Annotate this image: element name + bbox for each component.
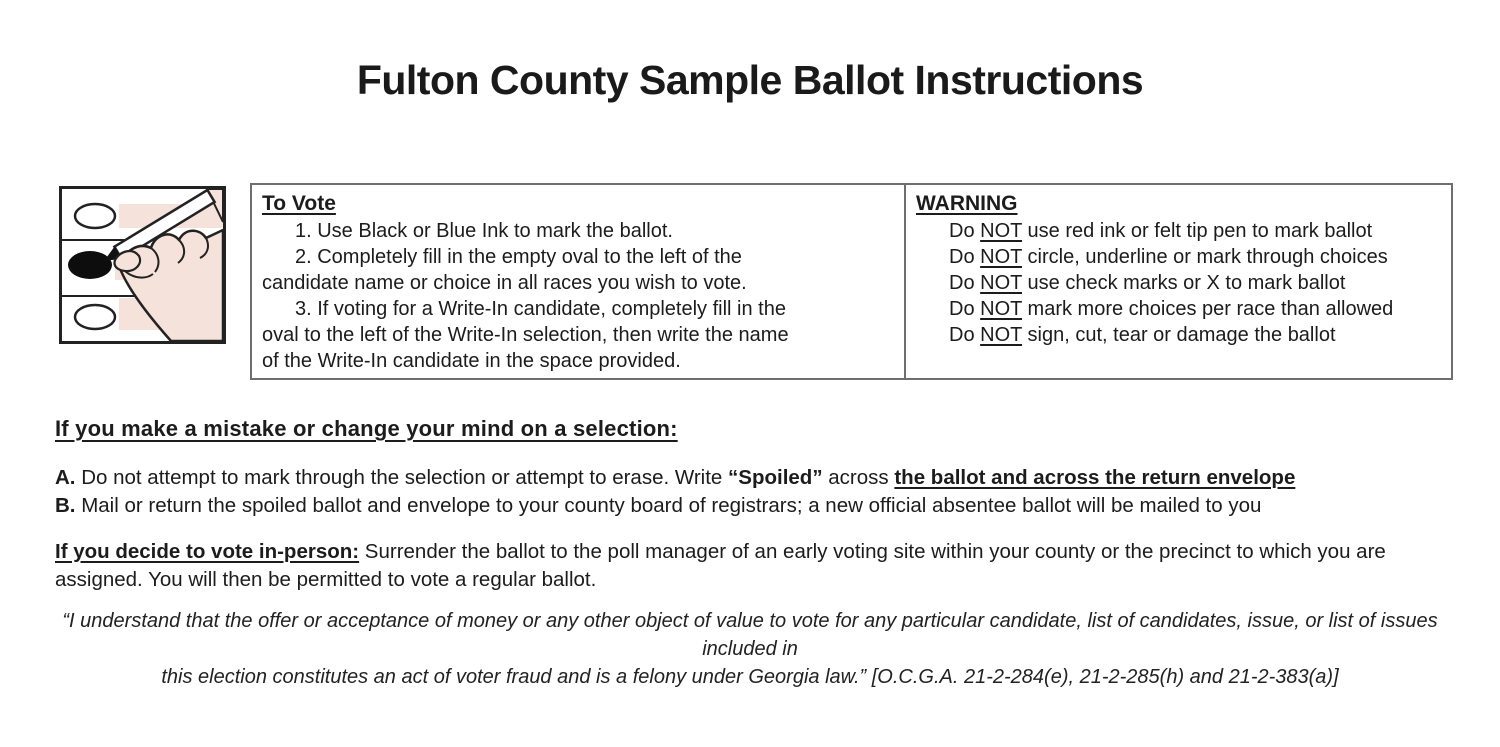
text-line: Do NOT use red ink or felt tip pen to mark ballot — [949, 220, 1373, 242]
text-line: 3. If voting for a Write-In candidate, completely fill in the — [295, 298, 786, 320]
empty-oval-bottom — [75, 305, 115, 329]
mistake-item-b: B. Mail or return the spoiled ballot and envelope to your county board of registrars; a new official absentee ballot will be mailed to you — [55, 493, 1262, 517]
filled-oval — [68, 251, 112, 279]
text-line: candidate name or choice in all races you wish to vote. — [262, 272, 747, 294]
legal-quote — [30, 607, 1470, 691]
text-line: Do NOT use check marks or X to mark ballot — [949, 272, 1346, 294]
mistake-heading: If you make a mistake or change your mind on a selection: — [55, 416, 678, 441]
warning-heading: WARNING — [916, 192, 1018, 215]
text-line: 2. Completely fill in the empty oval to the left of the — [295, 246, 742, 268]
legal-quote-line1: “I understand that the offer or acceptance of money or any other object of value to vote for any particular candidate, list of candidates, issue, or list of issues included in — [62, 610, 1438, 660]
instructions-box — [250, 183, 1453, 380]
empty-oval-top — [75, 204, 115, 228]
legal-quote-line2: this election constitutes an act of voter fraud and is a felony under Georgia law.” [O.C.G.A. 21-2-284(e), 21-2-285(h) and 21-2-383(a)] — [161, 666, 1339, 688]
text-line: of the Write-In candidate in the space provided. — [262, 350, 681, 372]
text-line: Do NOT sign, cut, tear or damage the ballot — [949, 324, 1336, 346]
text-line: oval to the left of the Write-In selection, then write the name — [262, 324, 789, 346]
ballot-marking-illustration-svg — [59, 186, 226, 344]
warning-lines — [916, 218, 1441, 348]
to-vote-lines — [262, 218, 894, 374]
to-vote-heading: To Vote — [262, 192, 336, 215]
warning-panel — [906, 185, 1451, 378]
in-person-paragraph: If you decide to vote in-person: Surrender the ballot to the poll manager of an early voting site within your county or the precinct to which you are assigned. You will then be permitted to vote a regular ballot. — [55, 540, 1386, 591]
mistake-items — [55, 464, 1295, 519]
text-line: Do NOT circle, underline or mark through choices — [949, 246, 1388, 268]
text-line: Do NOT mark more choices per race than allowed — [949, 298, 1394, 320]
text-line: 1. Use Black or Blue Ink to mark the ballot. — [295, 220, 673, 242]
page-title: Fulton County Sample Ballot Instructions — [356, 57, 1144, 103]
to-vote-panel — [252, 185, 906, 378]
ballot-marking-illustration — [59, 186, 226, 344]
mistake-item-a: A. Do not attempt to mark through the selection or attempt to erase. Write “Spoiled” across the ballot and across the return envelope — [55, 466, 1296, 489]
